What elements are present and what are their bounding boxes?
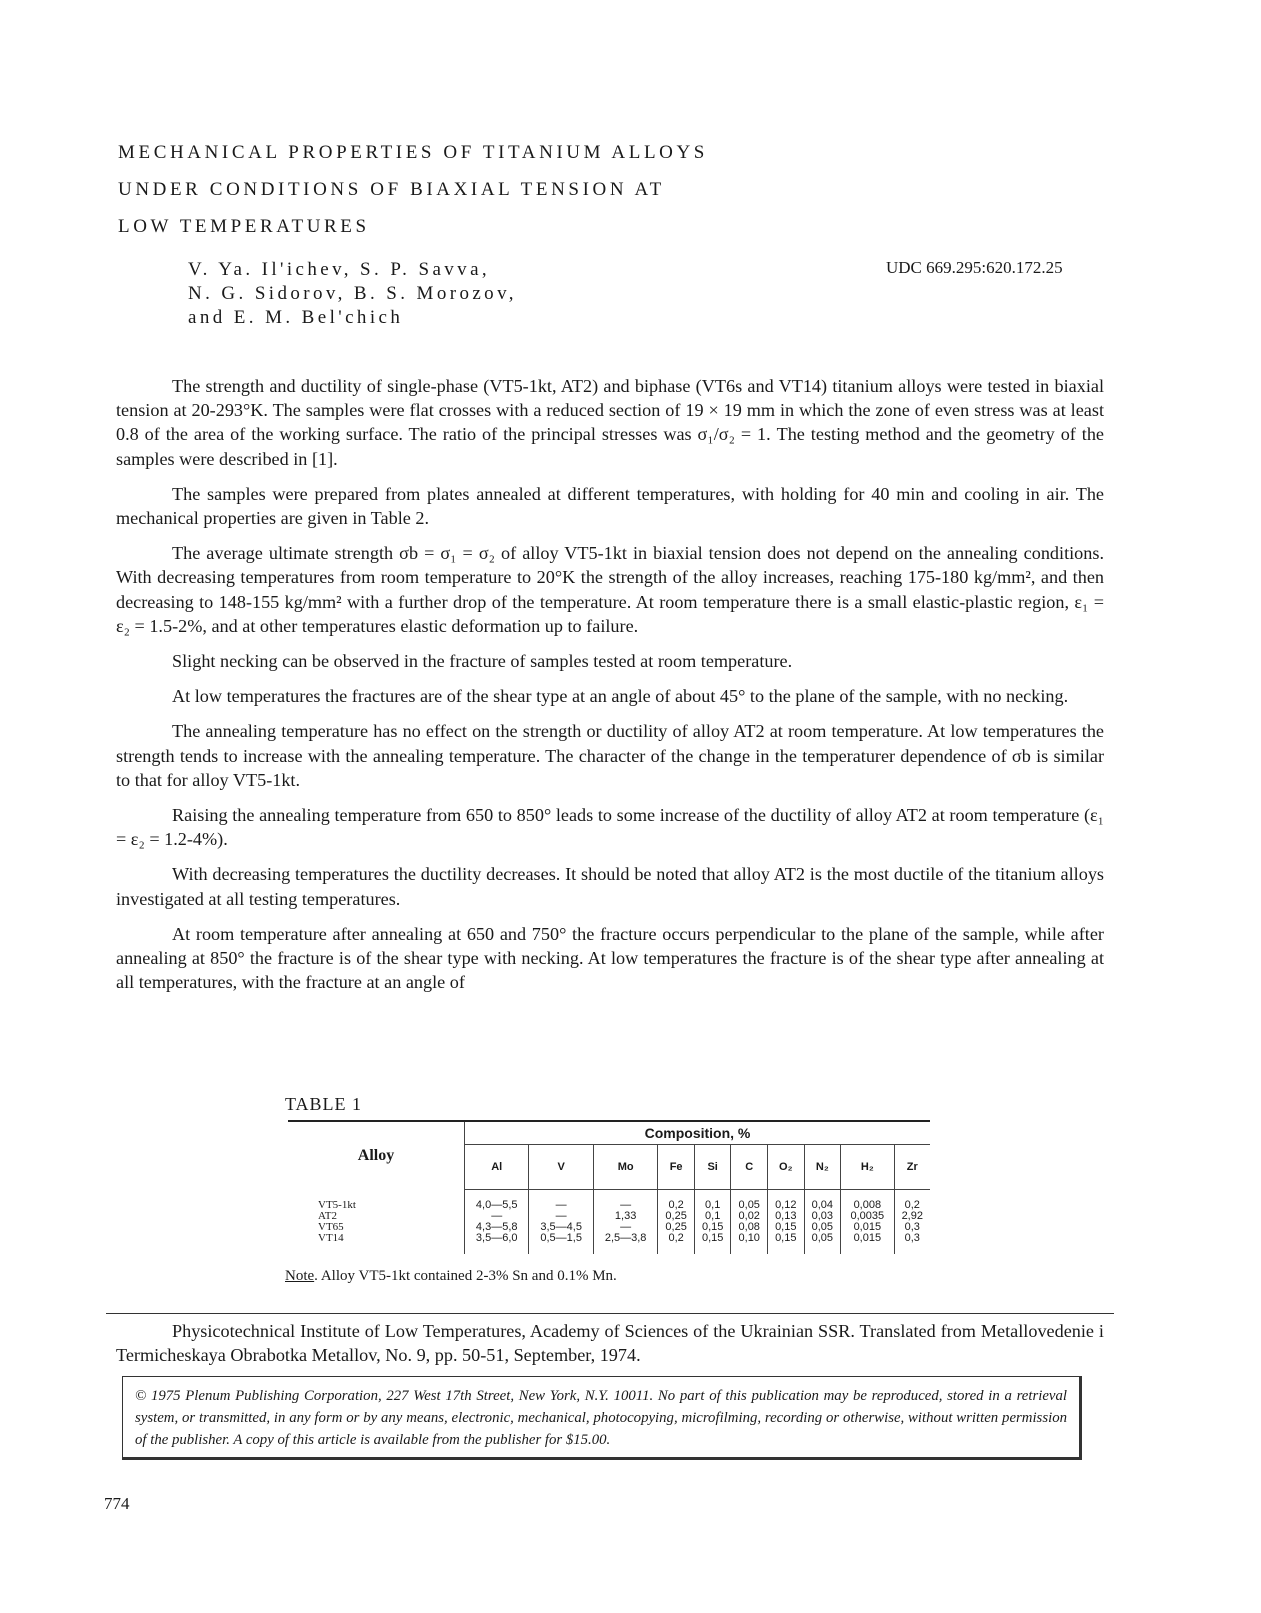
article-title: [118, 134, 878, 245]
table-cell: 0,15: [775, 1232, 797, 1244]
paragraph: The annealing temperature has no effect on the strength or ductility of alloy AT2 at room temperature. At low temperatures the strength tends to increase with the annealing temperature. The character of the change in the temperaturer dependence of σb is similar to that for alloy VT5-1kt.: [116, 721, 1104, 790]
paragraph: The strength and ductility of single-phase (VT5-1kt, AT2) and biphase (VT6s and VT14) titanium alloys were tested in biaxial tension at 20-293°K. The samples were flat crosses with a reduced section of 19 × 19 mm in which the zone of even stress was at least 0.8 of the area of the working surface. The ratio of the principal stresses was σ₁/σ₂ = 1. The testing method and the geometry of the samples were described in [1].: [116, 376, 1104, 469]
table-cell: 0,15: [775, 1221, 797, 1233]
table-cell: 0,08: [738, 1221, 760, 1233]
table-cell: 0,1: [705, 1210, 721, 1222]
zr-values: [894, 1190, 930, 1255]
table-cell: 0,25: [665, 1221, 687, 1233]
table-cell: 0,2: [668, 1199, 684, 1211]
n2-values: [804, 1190, 841, 1255]
element-header: N₂: [804, 1145, 841, 1190]
author-line: V. Ya. Il'ichev, S. P. Savva,: [188, 259, 491, 280]
alloy-name: AT2: [318, 1209, 337, 1222]
mo-values: [593, 1190, 657, 1255]
table-cell: 1,33: [614, 1210, 637, 1222]
table-cell: 3,5—6,0: [475, 1232, 518, 1244]
table-caption: TABLE 1: [285, 1094, 363, 1114]
note-label: Note: [285, 1268, 315, 1284]
table-cell: 0,05: [811, 1232, 834, 1244]
title-line: UNDER CONDITIONS OF BIAXIAL TENSION AT: [118, 179, 665, 200]
table-cell: 0,15: [701, 1232, 724, 1244]
table-cell: 0,05: [738, 1199, 760, 1211]
author-line: and E. M. Bel'chich: [188, 307, 404, 328]
alloy-name: VT14: [318, 1231, 344, 1244]
table-cell: 0,3: [904, 1232, 920, 1244]
composition-table: [288, 1120, 930, 1254]
element-header: C: [731, 1145, 768, 1190]
element-header: Zr: [894, 1145, 930, 1190]
copyright-notice: © 1975 Plenum Publishing Corporation, 227 West 17th Street, New York, N.Y. 10011. No part of this publication may be reproduced, stored in a retrieval system, or transmitted, in any form or by any means, electronic, mechanical, photocopying, microfilming, recording or otherwise, without written permission of the publisher. A copy of this article is available from the publisher for $15.00.: [122, 1376, 1082, 1460]
article-body: [116, 374, 1104, 1005]
table-cell: 0,03: [811, 1210, 834, 1222]
element-header: H₂: [841, 1145, 894, 1190]
alloy-names-cell: [288, 1190, 465, 1255]
alloy-name: VT5-1kt: [318, 1198, 356, 1211]
element-header: Mo: [593, 1145, 657, 1190]
author-list: [188, 258, 517, 330]
table-cell: 0,015: [853, 1221, 882, 1233]
table-cell: 0,04: [811, 1199, 834, 1211]
table-cell: —: [555, 1210, 567, 1222]
udc-code: UDC 669.295:620.172.25: [886, 258, 1063, 277]
note-text: . Alloy VT5-1kt contained 2-3% Sn and 0.1% Mn.: [314, 1268, 617, 1284]
h2-values: [841, 1190, 894, 1255]
table-cell: 0,13: [775, 1210, 797, 1222]
table-cell: 0,0035: [850, 1210, 885, 1222]
title-line: LOW TEMPERATURES: [118, 216, 370, 237]
element-header: Si: [694, 1145, 731, 1190]
title-line: MECHANICAL PROPERTIES OF TITANIUM ALLOYS: [118, 142, 708, 163]
table-cell: 2,5—3,8: [604, 1232, 647, 1244]
paragraph: Raising the annealing temperature from 650 to 850° leads to some increase of the ductility of alloy AT2 at room temperature (ε₁ = ε₂ = 1.2-4%).: [116, 805, 1104, 850]
affiliation-block: [116, 1319, 1104, 1367]
paragraph: At low temperatures the fractures are of the shear type at an angle of about 45° to the plane of the sample, with no necking.: [172, 686, 1069, 707]
table-cell: 0,2: [904, 1199, 920, 1211]
table-cell: 0,12: [775, 1199, 797, 1211]
table-cell: 3,5—4,5: [540, 1221, 582, 1233]
v-values: [529, 1190, 593, 1255]
element-header: Al: [465, 1145, 529, 1190]
al-values: [465, 1190, 529, 1255]
table-cell: —: [491, 1210, 503, 1222]
alloy-name: VT65: [318, 1220, 344, 1233]
c-values: [731, 1190, 768, 1255]
paragraph: The samples were prepared from plates annealed at different temperatures, with holding for 40 min and cooling in air. The mechanical properties are given in Table 2.: [116, 483, 1104, 529]
alloy-column-header: Alloy: [288, 1121, 465, 1190]
paragraph: The average ultimate strength σb = σ₁ = σ₂ of alloy VT5-1kt in biaxial tension does not depend on the annealing conditions. With decreasing temperatures from room temperature to 20°K the strength of the alloy increases, reaching 175-180 kg/mm², and then decreasing to 148-155 kg/mm² with a further drop of the temperature. At room temperature there is a small elastic-plastic region, ε₁ = ε₂ = 1.5-2%, and at other temperatures elastic deformation up to failure.: [116, 543, 1104, 636]
affiliation-text: Physicotechnical Institute of Low Temperatures, Academy of Sciences of the Ukrainian SSR. Translated from Metallovedenie i Termicheskaya Obrabotka Metallov, No. 9, pp. 50-51, September, 1974.: [116, 1321, 1104, 1366]
table-cell: 0,1: [705, 1199, 721, 1211]
composition-group-header: Composition, %: [465, 1121, 931, 1145]
table-cell: 0,008: [853, 1199, 882, 1211]
table-cell: 0,2: [668, 1232, 684, 1244]
table-cell: 2,92: [901, 1210, 923, 1222]
paragraph: At room temperature after annealing at 650 and 750° the fracture occurs perpendicular to the plane of the sample, while after annealing at 850° the fracture is of the shear type with necking. At low temperatures the fracture is of the shear type after annealing at all temperatures, with the fracture at an angle of: [116, 923, 1104, 993]
table-cell: 0,05: [811, 1221, 834, 1233]
paragraph: With decreasing temperatures the ductility decreases. It should be noted that alloy AT2 is the most ductile of the titanium alloys investigated at all testing temperatures.: [116, 864, 1104, 909]
table-cell: —: [620, 1221, 632, 1233]
page-number: 774: [104, 1494, 130, 1513]
table-cell: 0,10: [738, 1232, 760, 1244]
fe-values: [658, 1190, 695, 1255]
element-header: O₂: [768, 1145, 805, 1190]
table-cell: 0,02: [738, 1210, 760, 1222]
o2-values: [768, 1190, 805, 1255]
table-cell: 0,15: [701, 1221, 724, 1233]
table-cell: —: [620, 1199, 632, 1211]
si-values: [694, 1190, 731, 1255]
table-cell: 0,015: [853, 1232, 882, 1244]
element-header: Fe: [658, 1145, 695, 1190]
table-cell: —: [555, 1199, 567, 1211]
table-cell: 0,3: [904, 1221, 920, 1233]
paragraph: Slight necking can be observed in the fracture of samples tested at room temperature.: [172, 651, 793, 672]
author-line: N. G. Sidorov, B. S. Morozov,: [188, 283, 517, 304]
table-cell: 4,0—5,5: [475, 1199, 518, 1211]
footnote-divider: [106, 1313, 1114, 1314]
table-cell: 4,3—5,8: [475, 1221, 518, 1233]
table-cell: 0,25: [665, 1210, 687, 1222]
element-header: V: [529, 1145, 593, 1190]
table-row: [288, 1190, 930, 1255]
table-note: [285, 1268, 617, 1285]
table-cell: 0,5—1,5: [540, 1232, 582, 1244]
